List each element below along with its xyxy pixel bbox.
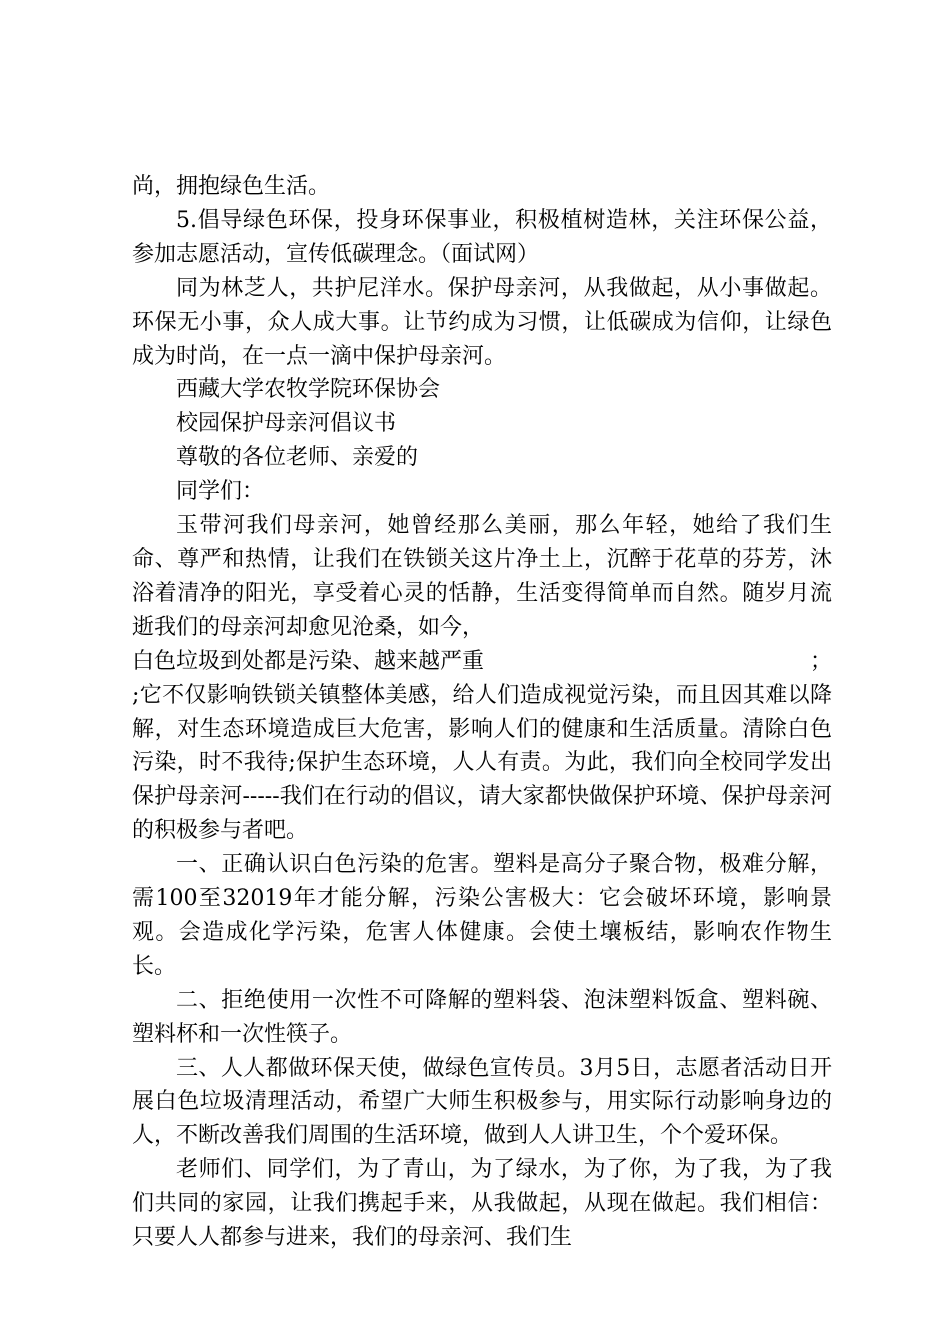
paragraph-point-3: 三、人人都做环保天使，做绿色宣传员。3月5日，志愿者活动日开展白色垃圾清理活动，希望广大师生积极参与，用实际行动影响身边的人，不断改善我们周围的生活环境，做到人人讲卫生，个个爱环保。	[132, 1055, 832, 1149]
paragraph-point-1: 一、正确认识白色污染的危害。塑料是高分子聚合物，极难分解，需100至32019年才能分解，污染公害极大：它会破坏环境，影响景观。会造成化学污染，危害人体健康。会使土壤板结，影响农作物生长。	[132, 852, 832, 979]
paragraph-conclusion: 老师们、同学们，为了青山，为了绿水，为了你，为了我，为了我们共同的家园，让我们携起手来，从我做起，从现在做起。我们相信：只要人人都参与进来，我们的母亲河、我们生	[132, 1157, 832, 1251]
paragraph-point-2: 二、拒绝使用一次性不可降解的塑料袋、泡沫塑料饭盒、塑料碗、塑料杯和一次性筷子。	[132, 987, 832, 1047]
paragraph-closing-call: 同为林芝人，共护尼洋水。保护母亲河，从我做起，从小事做起。环保无小事，众人成大事。让节约成为习惯，让低碳成为信仰，让绿色成为时尚，在一点一滴中保护母亲河。	[132, 275, 832, 369]
signature-organization: 西藏大学农牧学院环保协会	[176, 377, 441, 403]
paragraph-pollution-impact: ;它不仅影响铁锁关镇整体美感，给人们造成视觉污染，而且因其难以降解，对生态环境造成巨大危害，影响人们的健康和生活质量。清除白色污染，时不我待;保护生态环境，人人有责。为此，我们向全校同学发出保护母亲河-----我们在行动的倡议，请大家都快做保护环境、保护母亲河的积极参与者吧。	[132, 682, 832, 844]
paragraph-intro-split-line	[132, 645, 832, 679]
salutation-continued: 同学们：	[176, 479, 265, 505]
salutation: 尊敬的各位老师、亲爱的	[176, 445, 419, 471]
paragraph-continuation: 尚，拥抱绿色生活。	[132, 174, 331, 199]
paragraph-item-5: 5.倡导绿色环保，投身环保事业，积极植树造林，关注环保公益，参加志愿活动，宣传低碳理念。（面试网）	[132, 207, 832, 267]
paragraph-intro: 玉带河我们母亲河，她曾经那么美丽，那么年轻，她给了我们生命、尊严和热情，让我们在铁锁关这片净土上，沉醉于花草的芬芳，沐浴着清净的阳光，享受着心灵的恬静，生活变得简单而自然。随岁月流逝我们的母亲河却愈见沧桑，如今，	[132, 513, 832, 640]
split-line-text: 白色垃圾到处都是污染、越来越严重	[132, 648, 485, 674]
split-line-punctuation: ；	[809, 648, 832, 674]
document-title: 校园保护母亲河倡议书	[176, 411, 397, 437]
document-page	[132, 170, 832, 1255]
